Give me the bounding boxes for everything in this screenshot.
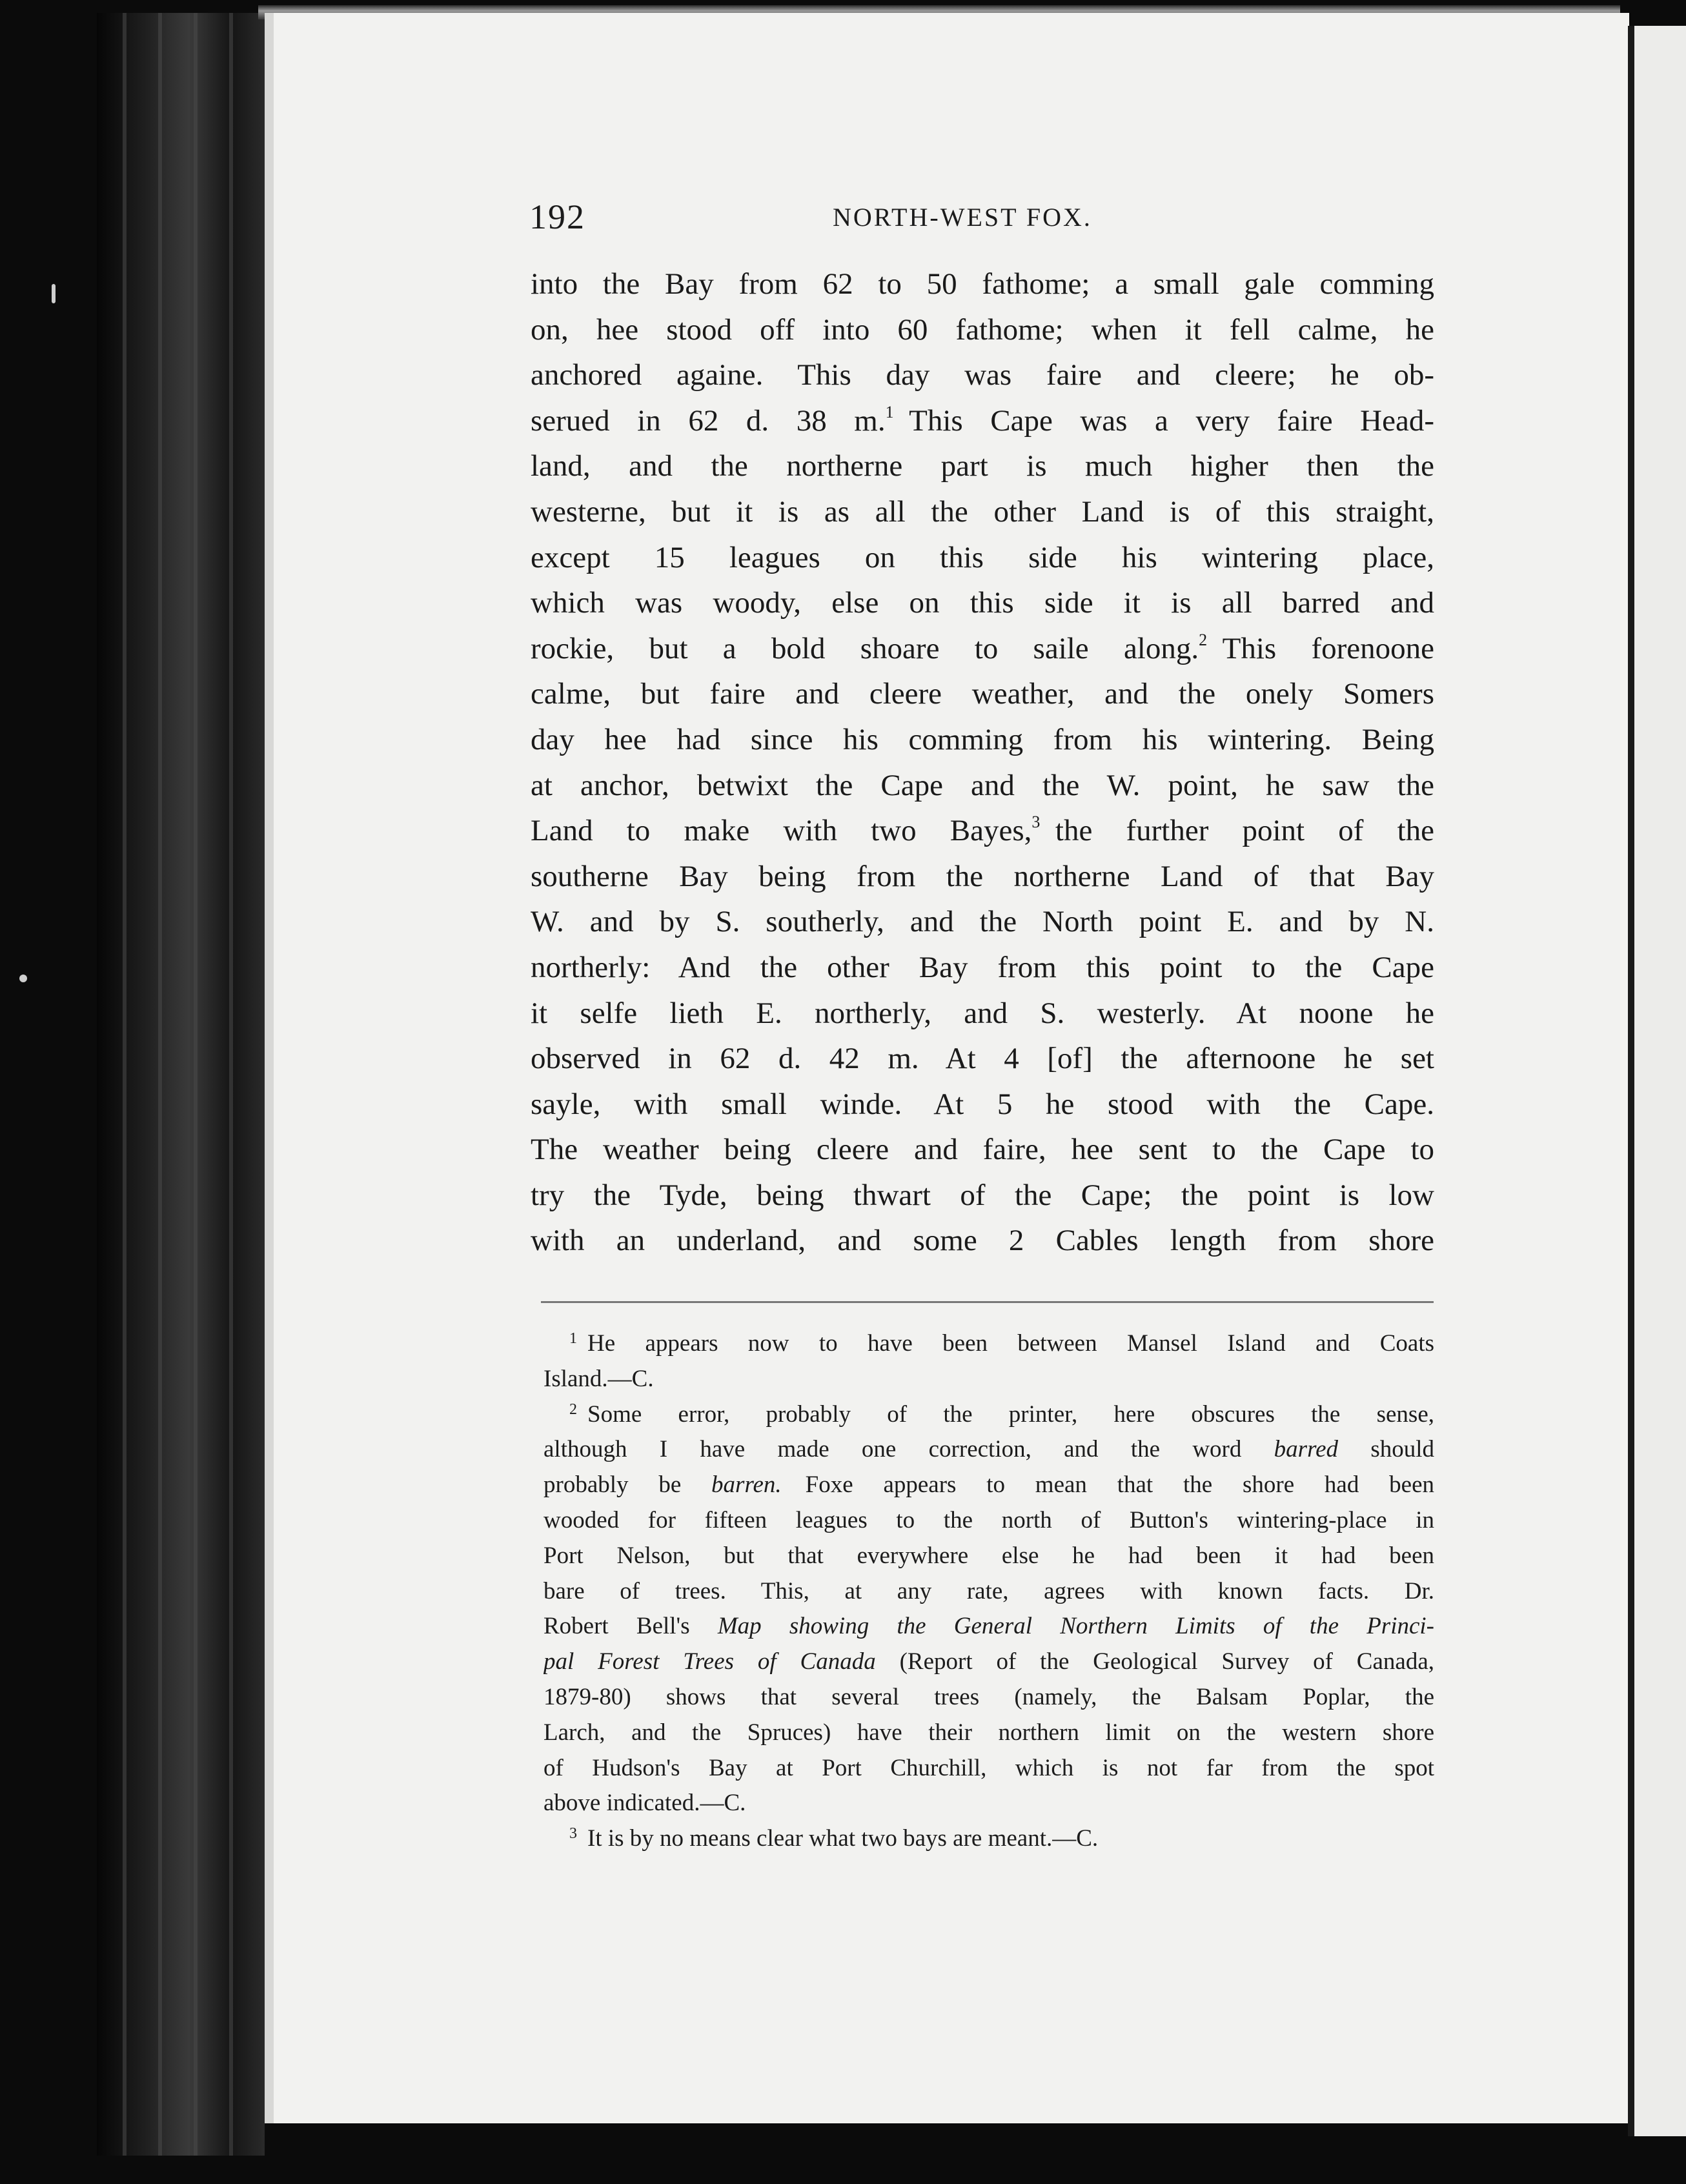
text-line: day hee had since his comming from his wintering. Being [531, 722, 1434, 756]
footnote-line: $^3$ It is by no means clear what two bays are meant.—C. [569, 1825, 1099, 1852]
footnote-line: Island.—C. [543, 1365, 654, 1392]
text-line [531, 398, 1434, 444]
text-line: calme, but faire and cleere weather, and the onely Somers [531, 677, 1434, 711]
footnote-marker: 3 [569, 1825, 577, 1843]
footnote-ref: 3 [1031, 813, 1041, 832]
footnotes [543, 1326, 1434, 1857]
footnote-line: wooded for fifteen leagues to the north of Button's wintering-place in [543, 1506, 1434, 1533]
footnote-line: probably be barren. Foxe appears to mean that the shore had been [543, 1471, 1434, 1499]
text-line: with an underland, and some 2 Cables length from shore [531, 1224, 1434, 1258]
text-line: try the Tyde, being thwart of the Cape; the point is low [531, 1178, 1434, 1212]
footnote-line: Port Nelson, but that everywhere else he had been it had been [543, 1542, 1434, 1569]
footnote-line: Robert Bell's Map showing the General Northern Limits of the Princi- [543, 1613, 1434, 1640]
text-line: into the Bay from 62 to 50 fathome; a small gale comming [531, 267, 1434, 301]
footnote-line: pal Forest Trees of Canada (Report of the Geological Survey of Canada, [543, 1648, 1434, 1675]
running-title: NORTH-WEST FOX. [833, 203, 1092, 232]
text-line: W. and by S. southerly, and the North point E. and by N. [531, 905, 1434, 939]
text-line: westerne, but it is as all the other Land is of this straight, [531, 494, 1434, 529]
page-number: 192 [529, 197, 585, 236]
text-line: sayle, with small winde. At 5 he stood with the Cape. [531, 1087, 1434, 1121]
text-line: observed in 62 d. 42 m. At 4 [of] the afternoone he set [531, 1042, 1434, 1076]
footnote-marker: 2 [569, 1400, 577, 1418]
main-text [531, 261, 1434, 1264]
next-page-edge [1628, 26, 1686, 2136]
footnote-line: Larch, and the Spruces) have their northern limit on the western shore [543, 1719, 1434, 1746]
footnote-line: although I have made one correction, and the word barred should [543, 1436, 1434, 1463]
text-line: it selfe lieth E. northerly, and S. westerly. At noone he [531, 996, 1434, 1030]
text-fragment: rockie, but a bold shoare to saile along. [531, 631, 1199, 665]
page-header [529, 197, 1433, 242]
footnote-divider [541, 1301, 1434, 1303]
text-line: land, and the northerne part is much higher then the [531, 449, 1434, 483]
footnote-line: bare of trees. This, at any rate, agrees with known facts. Dr. [543, 1577, 1434, 1604]
footnote-line: of Hudson's Bay at Port Churchill, which is not far from the spot [543, 1754, 1434, 1781]
text-line: The weather being cleere and faire, hee sent to the Cape to [531, 1133, 1434, 1167]
text-line: anchored againe. This day was faire and cleere; he ob- [531, 358, 1434, 392]
text-line: except 15 leagues on this side his wintering place, [531, 540, 1434, 574]
scan-speck [19, 975, 27, 982]
text-line: on, hee stood off into 60 fathome; when it fell calme, he [531, 312, 1434, 347]
text-line: northerly: And the other Bay from this point to the Cape [531, 950, 1434, 984]
footnote-ref: 1 [885, 402, 894, 421]
footnote-line: $^1$ He appears now to have been between Mansel Island and Coats [569, 1330, 1434, 1357]
footnote-ref: 2 [1199, 630, 1208, 649]
scan-speck [52, 284, 56, 303]
text-fragment: This forenoone [1222, 631, 1434, 665]
text-line: at anchor, betwixt the Cape and the W. point, he saw the [531, 768, 1434, 802]
text-fragment: Land to make with two Bayes, [531, 814, 1032, 848]
footnote-line: 1879-80) shows that several trees (namely, the Balsam Poplar, the [543, 1683, 1434, 1710]
text-fragment: serued in 62 d. 38 m. [531, 403, 886, 438]
text-fragment: This Cape was a very faire Head- [909, 403, 1434, 438]
text-line [531, 808, 1434, 854]
text-fragment: the further point of the [1055, 814, 1434, 848]
book-binding-edge [97, 13, 265, 2156]
text-line: southerne Bay being from the northerne Land of that Bay [531, 859, 1434, 893]
text-line [531, 626, 1434, 672]
text-line: which was woody, else on this side it is all barred and [531, 586, 1434, 620]
footnote-line: above indicated.—C. [543, 1790, 746, 1817]
footnote-marker: 1 [569, 1330, 577, 1347]
footnote-line: $^2$ Some error, probably of the printer, here obscures the sense, [569, 1400, 1434, 1428]
